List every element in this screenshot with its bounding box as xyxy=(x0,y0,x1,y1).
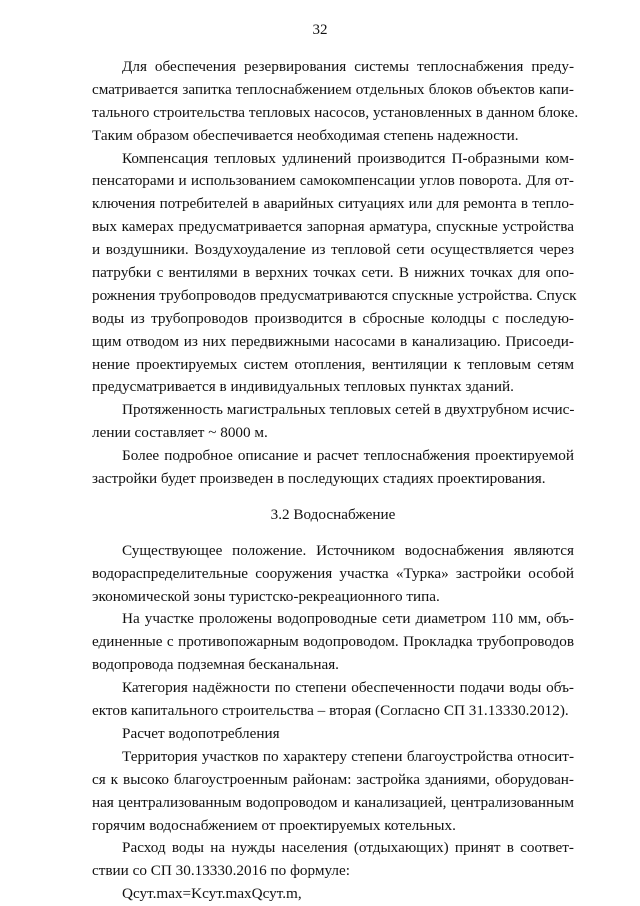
text-line: ствии со СП 30.13330.2016 по формуле: xyxy=(92,862,350,880)
text-line: Qсут.max=Kсут.maxQсут.m, xyxy=(122,885,302,903)
paragraph xyxy=(92,677,574,723)
text-line: экономической зоны туристско-рекреационного типа. xyxy=(92,587,440,605)
text-line: На участке проложены водопроводные сети диаметром 110 мм, объ- xyxy=(122,610,574,628)
text-line: вых камерах предусматривается запорная арматура, спускные устройства xyxy=(92,218,574,236)
text-line: Компенсация тепловых удлинений производится П-образными ком- xyxy=(122,149,574,167)
section-heading: 3.2 Водоснабжение xyxy=(270,505,396,523)
text-line: лении составляет ~ 8000 м. xyxy=(92,424,268,442)
text-line: сматривается запитка теплоснабжением отдельных блоков объектов капи- xyxy=(92,80,574,98)
text-line: Территория участков по характеру степени благоустройства относит- xyxy=(122,747,574,765)
text-line: Более подробное описание и расчет теплоснабжения проектируемой xyxy=(122,447,574,465)
text-line: Существующее положение. Источником водоснабжения являются xyxy=(122,541,574,559)
text-line: предусматривается в индивидуальных тепловых пунктах зданий. xyxy=(92,378,514,396)
text-line: Протяженность магистральных тепловых сетей в двухтрубном исчис- xyxy=(122,401,575,419)
paragraph xyxy=(92,746,574,838)
paragraph xyxy=(92,148,577,400)
text-line: ключения потребителей в аварийных ситуациях или для ремонта в тепло- xyxy=(92,195,574,213)
text-line: единенные с противопожарным водопроводом. Прокладка трубопроводов xyxy=(92,633,574,651)
paragraph xyxy=(92,445,574,491)
paragraph xyxy=(92,56,579,148)
paragraph xyxy=(92,883,574,906)
text-line: Расчет водопотребления xyxy=(122,724,280,742)
text-line: Для обеспечения резервирования системы теплоснабжения преду- xyxy=(122,58,574,75)
text-line: Категория надёжности по степени обеспеченности подачи воды объ- xyxy=(122,679,574,697)
page-number: 32 xyxy=(312,22,328,38)
text-line: Таким образом обеспечивается необходимая степень надежности. xyxy=(92,126,519,144)
text-line: Расход воды на нужды населения (отдыхающих) принят в соответ- xyxy=(122,839,574,857)
text-line: застройки будет произведен в последующих стадиях проектирования. xyxy=(92,470,546,488)
text-line: нение проектируемых систем отопления, вентиляции к тепловым сетям xyxy=(92,355,574,373)
text-line: водопровода подземная бесканальная. xyxy=(92,656,339,674)
text-line: рожнения трубопроводов предусматриваются спускные устройства. Спуск xyxy=(92,286,577,304)
text-line: водораспределительные сооружения участка «Турка» застройки особой xyxy=(92,564,574,582)
text-line: патрубки с вентилями в верхних точках сети. В нижних точках для опо- xyxy=(92,264,574,282)
text-line: воды из трубопроводов производится в сбросные колодцы с последую- xyxy=(92,309,574,327)
text-line: и воздушники. Воздухоудаление из тепловой сети осуществляется через xyxy=(92,241,574,259)
text-line: ся к высоко благоустроенным районам: застройка зданиями, оборудован- xyxy=(92,770,574,788)
text-line: горячим водоснабжением от проектируемых котельных. xyxy=(92,816,456,834)
paragraph xyxy=(92,608,574,677)
body-text xyxy=(92,56,579,906)
text-line: ная централизованным водопроводом и канализацией, централизованным xyxy=(92,793,574,811)
text-line: тального строительства тепловых насосов, установленных в данном блоке. xyxy=(92,103,579,121)
section-after xyxy=(92,540,574,906)
paragraph xyxy=(92,399,574,445)
paragraph xyxy=(92,723,574,746)
text-line: ектов капитального строительства – вторая (Согласно СП 31.13330.2012). xyxy=(92,702,569,720)
text-line: пенсаторами и использованием самокомпенсации углов поворота. Для от- xyxy=(92,172,574,190)
section-before xyxy=(92,56,579,491)
paragraph xyxy=(92,540,574,609)
text-line: щим отводом из них передвижными насосами в канализацию. Присоеди- xyxy=(92,332,574,350)
paragraph xyxy=(92,837,574,883)
